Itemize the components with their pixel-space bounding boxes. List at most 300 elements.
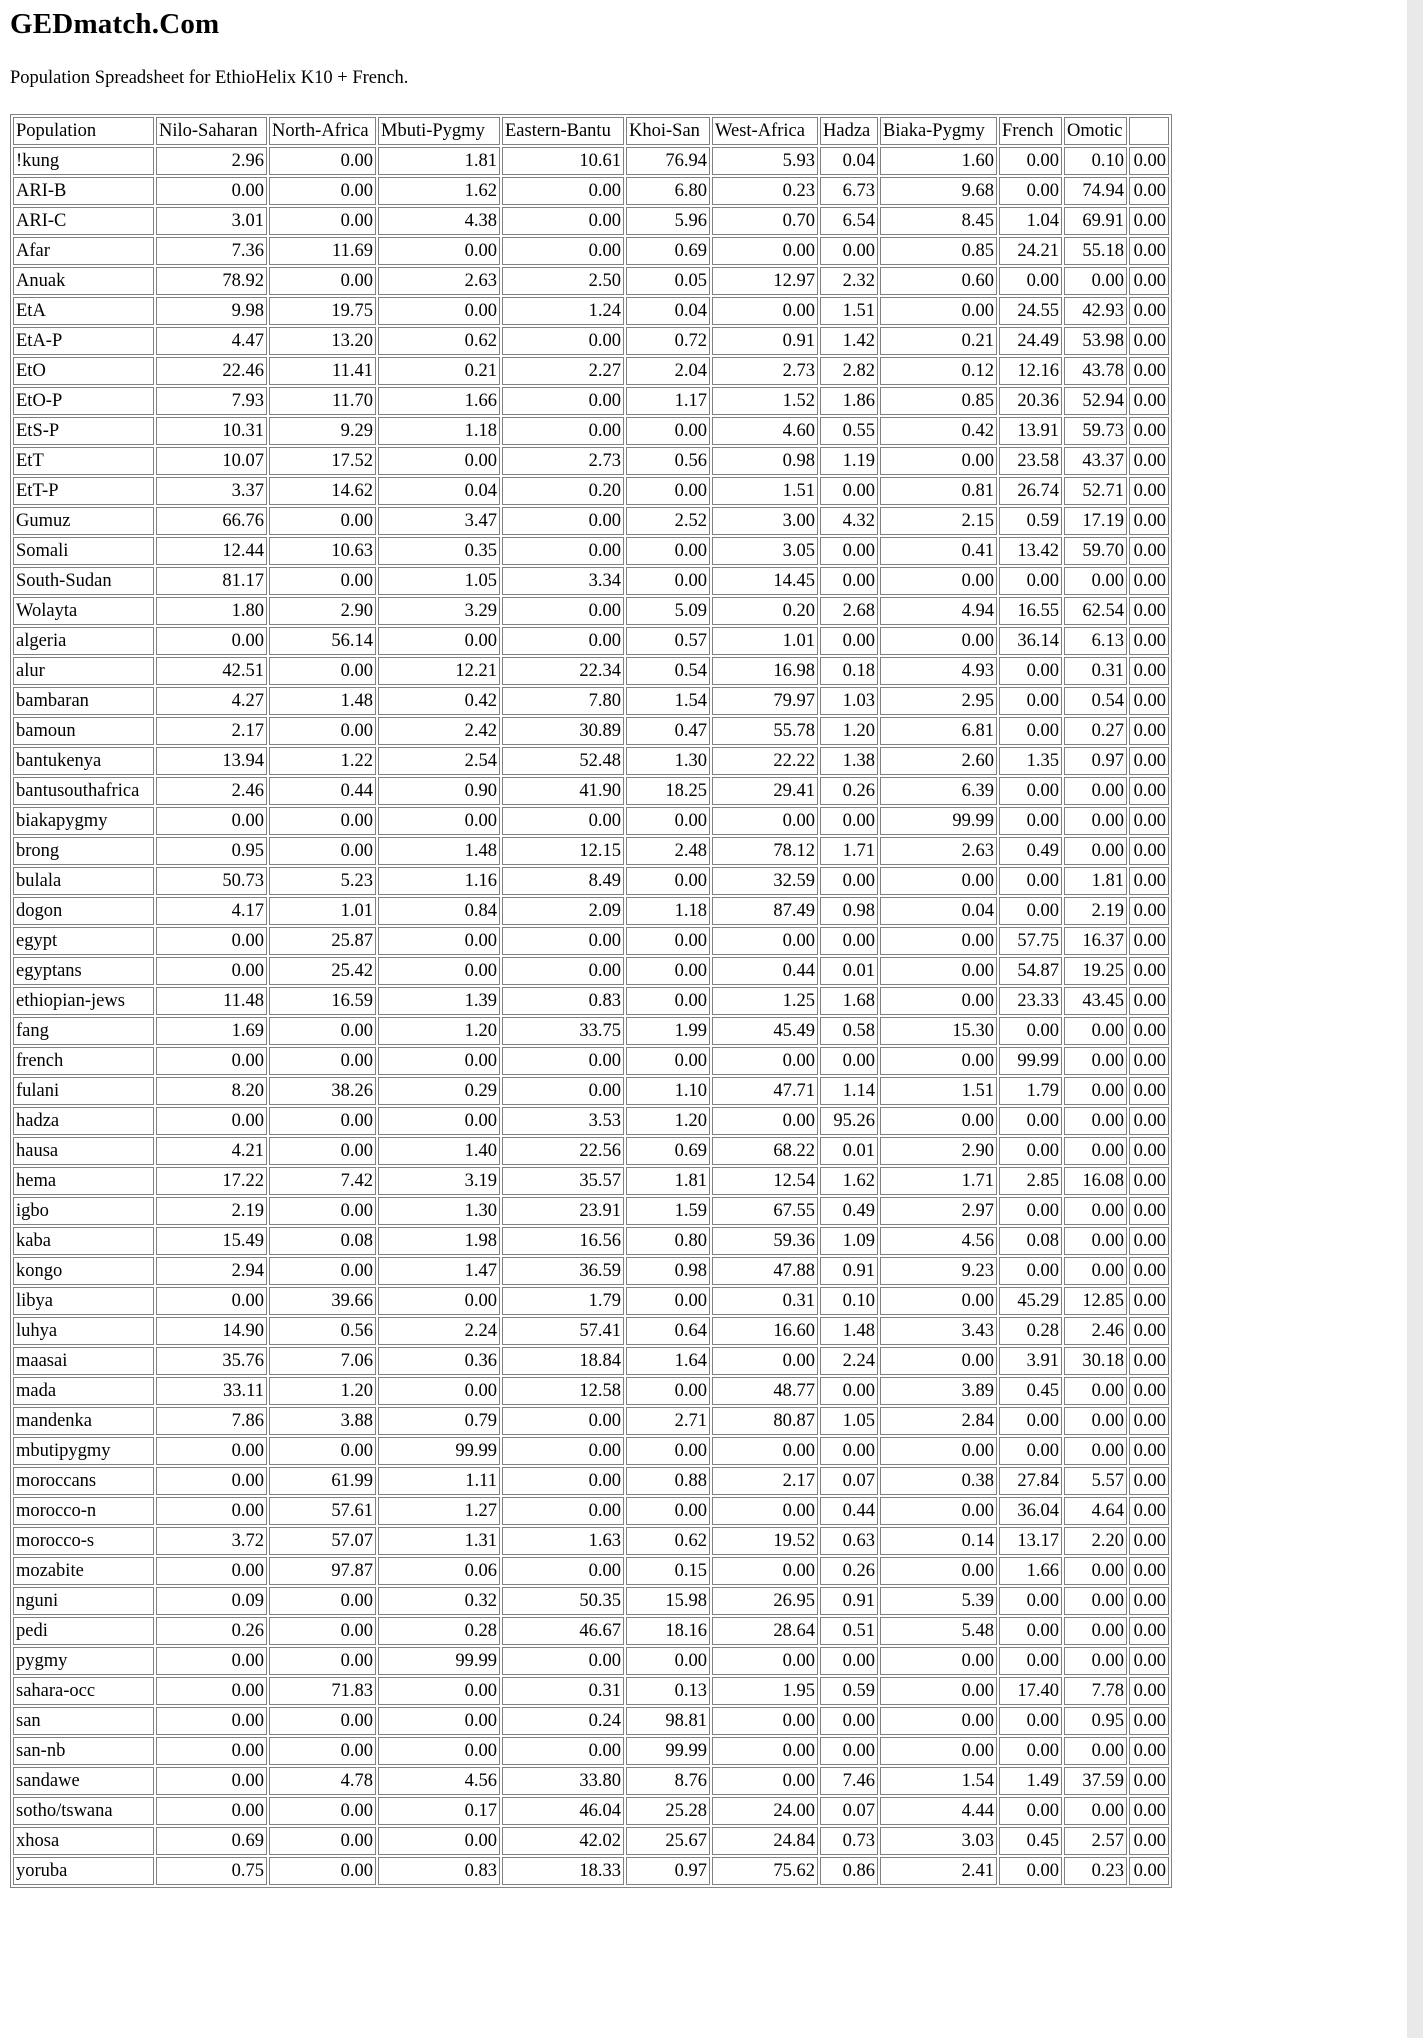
value-cell: 2.19: [156, 1197, 267, 1225]
value-cell: 0.00: [1129, 1587, 1169, 1615]
table-row: [13, 357, 1169, 385]
value-cell: 0.00: [626, 537, 710, 565]
value-cell: 12.54: [712, 1167, 818, 1195]
value-cell: 17.19: [1064, 507, 1127, 535]
value-cell: 24.84: [712, 1827, 818, 1855]
value-cell: 61.99: [269, 1467, 376, 1495]
table-row: [13, 837, 1169, 865]
value-cell: 33.11: [156, 1377, 267, 1405]
value-cell: 7.36: [156, 237, 267, 265]
population-name-cell: mandenka: [13, 1407, 154, 1435]
value-cell: 22.56: [502, 1137, 624, 1165]
value-cell: 6.73: [820, 177, 878, 205]
value-cell: 12.21: [378, 657, 500, 685]
value-cell: 0.95: [156, 837, 267, 865]
value-cell: 3.19: [378, 1167, 500, 1195]
value-cell: 0.00: [820, 1047, 878, 1075]
value-cell: 12.16: [999, 357, 1062, 385]
value-cell: 0.00: [269, 807, 376, 835]
value-cell: 4.38: [378, 207, 500, 235]
value-cell: 0.00: [712, 1497, 818, 1525]
value-cell: 33.80: [502, 1767, 624, 1795]
value-cell: 0.00: [502, 537, 624, 565]
value-cell: 0.14: [880, 1527, 997, 1555]
value-cell: 0.00: [1129, 237, 1169, 265]
value-cell: 0.59: [999, 507, 1062, 535]
table-row: [13, 627, 1169, 655]
page-subtitle: Population Spreadsheet for EthioHelix K10 + French.: [10, 68, 409, 88]
table-row: [13, 207, 1169, 235]
value-cell: 0.00: [502, 1737, 624, 1765]
value-cell: 0.00: [626, 417, 710, 445]
value-cell: 1.51: [712, 477, 818, 505]
value-cell: 2.73: [712, 357, 818, 385]
value-cell: 0.56: [269, 1317, 376, 1345]
value-cell: 35.57: [502, 1167, 624, 1195]
value-cell: 24.55: [999, 297, 1062, 325]
value-cell: 15.98: [626, 1587, 710, 1615]
value-cell: 2.27: [502, 357, 624, 385]
value-cell: 1.51: [820, 297, 878, 325]
value-cell: 0.98: [626, 1257, 710, 1285]
value-cell: 0.00: [1129, 657, 1169, 685]
value-cell: 0.00: [1064, 1377, 1127, 1405]
value-cell: 1.16: [378, 867, 500, 895]
value-cell: 0.86: [820, 1857, 878, 1885]
value-cell: 0.00: [999, 657, 1062, 685]
value-cell: 0.84: [378, 897, 500, 925]
value-cell: 6.54: [820, 207, 878, 235]
column-header: French: [999, 117, 1062, 145]
value-cell: 0.00: [712, 297, 818, 325]
value-cell: 0.00: [880, 867, 997, 895]
table-row: [13, 1707, 1169, 1735]
value-cell: 50.35: [502, 1587, 624, 1615]
value-cell: 0.56: [626, 447, 710, 475]
value-cell: 0.00: [1129, 867, 1169, 895]
value-cell: 1.22: [269, 747, 376, 775]
population-table: [10, 114, 1172, 1888]
population-name-cell: xhosa: [13, 1827, 154, 1855]
value-cell: 6.39: [880, 777, 997, 805]
value-cell: 0.26: [820, 1557, 878, 1585]
value-cell: 0.00: [1129, 567, 1169, 595]
population-name-cell: bantusouthafrica: [13, 777, 154, 805]
value-cell: 11.70: [269, 387, 376, 415]
value-cell: 2.94: [156, 1257, 267, 1285]
value-cell: 3.00: [712, 507, 818, 535]
population-name-cell: fulani: [13, 1077, 154, 1105]
value-cell: 0.85: [880, 237, 997, 265]
value-cell: 0.00: [712, 1047, 818, 1075]
value-cell: 0.44: [820, 1497, 878, 1525]
value-cell: 4.17: [156, 897, 267, 925]
value-cell: 23.91: [502, 1197, 624, 1225]
value-cell: 1.14: [820, 1077, 878, 1105]
value-cell: 0.00: [1064, 1647, 1127, 1675]
value-cell: 0.60: [880, 267, 997, 295]
population-name-cell: egyptans: [13, 957, 154, 985]
value-cell: 1.03: [820, 687, 878, 715]
value-cell: 0.07: [820, 1467, 878, 1495]
value-cell: 1.30: [378, 1197, 500, 1225]
table-row: [13, 1287, 1169, 1315]
value-cell: 3.01: [156, 207, 267, 235]
population-name-cell: hausa: [13, 1137, 154, 1165]
population-name-cell: dogon: [13, 897, 154, 925]
value-cell: 56.14: [269, 627, 376, 655]
value-cell: 22.22: [712, 747, 818, 775]
value-cell: 0.00: [1129, 1197, 1169, 1225]
value-cell: 0.83: [378, 1857, 500, 1885]
value-cell: 1.81: [1064, 867, 1127, 895]
value-cell: 2.04: [626, 357, 710, 385]
value-cell: 0.20: [712, 597, 818, 625]
value-cell: 25.42: [269, 957, 376, 985]
value-cell: 0.24: [502, 1707, 624, 1735]
population-name-cell: !kung: [13, 147, 154, 175]
value-cell: 2.48: [626, 837, 710, 865]
value-cell: 5.09: [626, 597, 710, 625]
value-cell: 0.00: [626, 807, 710, 835]
value-cell: 0.00: [269, 717, 376, 745]
value-cell: 0.00: [1064, 1737, 1127, 1765]
value-cell: 0.00: [1064, 1437, 1127, 1465]
table-row: [13, 387, 1169, 415]
table-row: [13, 297, 1169, 325]
value-cell: 0.00: [269, 1737, 376, 1765]
value-cell: 0.00: [626, 867, 710, 895]
value-cell: 0.42: [378, 687, 500, 715]
value-cell: 0.00: [269, 1647, 376, 1675]
table-row: [13, 807, 1169, 835]
value-cell: 25.67: [626, 1827, 710, 1855]
table-row: [13, 867, 1169, 895]
value-cell: 95.26: [820, 1107, 878, 1135]
value-cell: 99.99: [626, 1737, 710, 1765]
value-cell: 7.42: [269, 1167, 376, 1195]
population-name-cell: nguni: [13, 1587, 154, 1615]
value-cell: 1.09: [820, 1227, 878, 1255]
value-cell: 0.31: [712, 1287, 818, 1315]
value-cell: 99.99: [999, 1047, 1062, 1075]
value-cell: 5.23: [269, 867, 376, 895]
population-name-cell: EtA: [13, 297, 154, 325]
value-cell: 76.94: [626, 147, 710, 175]
value-cell: 0.00: [880, 987, 997, 1015]
value-cell: 2.15: [880, 507, 997, 535]
value-cell: 1.20: [820, 717, 878, 745]
value-cell: 0.00: [820, 627, 878, 655]
value-cell: 0.00: [1064, 777, 1127, 805]
population-name-cell: morocco-n: [13, 1497, 154, 1525]
value-cell: 0.00: [999, 1197, 1062, 1225]
value-cell: 0.00: [1129, 537, 1169, 565]
value-cell: 0.00: [502, 507, 624, 535]
value-cell: 28.64: [712, 1617, 818, 1645]
table-row: [13, 1407, 1169, 1435]
value-cell: 2.90: [880, 1137, 997, 1165]
value-cell: 39.66: [269, 1287, 376, 1315]
value-cell: 16.60: [712, 1317, 818, 1345]
value-cell: 1.27: [378, 1497, 500, 1525]
value-cell: 0.00: [156, 1437, 267, 1465]
value-cell: 3.91: [999, 1347, 1062, 1375]
value-cell: 0.00: [712, 1707, 818, 1735]
value-cell: 2.41: [880, 1857, 997, 1885]
table-row: [13, 177, 1169, 205]
value-cell: 0.54: [626, 657, 710, 685]
value-cell: 0.45: [999, 1827, 1062, 1855]
value-cell: 0.00: [502, 237, 624, 265]
value-cell: 0.00: [999, 1437, 1062, 1465]
table-row: [13, 447, 1169, 475]
value-cell: 8.76: [626, 1767, 710, 1795]
value-cell: 36.59: [502, 1257, 624, 1285]
value-cell: 78.12: [712, 837, 818, 865]
value-cell: 16.37: [1064, 927, 1127, 955]
value-cell: 1.79: [502, 1287, 624, 1315]
value-cell: 0.00: [999, 897, 1062, 925]
table-row: [13, 1347, 1169, 1375]
value-cell: 0.00: [1129, 1617, 1169, 1645]
table-row: [13, 537, 1169, 565]
population-name-cell: mada: [13, 1377, 154, 1405]
value-cell: 0.00: [269, 1137, 376, 1165]
value-cell: 0.35: [378, 537, 500, 565]
value-cell: 19.75: [269, 297, 376, 325]
value-cell: 2.96: [156, 147, 267, 175]
value-cell: 0.36: [378, 1347, 500, 1375]
value-cell: 0.00: [820, 927, 878, 955]
value-cell: 16.56: [502, 1227, 624, 1255]
value-cell: 0.00: [156, 1707, 267, 1735]
value-cell: 0.00: [502, 627, 624, 655]
value-cell: 1.66: [378, 387, 500, 415]
value-cell: 0.00: [1129, 1257, 1169, 1285]
population-name-cell: yoruba: [13, 1857, 154, 1885]
value-cell: 4.56: [378, 1767, 500, 1795]
value-cell: 0.00: [1129, 1527, 1169, 1555]
value-cell: 8.20: [156, 1077, 267, 1105]
population-name-cell: maasai: [13, 1347, 154, 1375]
value-cell: 27.84: [999, 1467, 1062, 1495]
value-cell: 0.72: [626, 327, 710, 355]
value-cell: 0.00: [1129, 1347, 1169, 1375]
value-cell: 24.00: [712, 1797, 818, 1825]
value-cell: 68.22: [712, 1137, 818, 1165]
value-cell: 0.00: [1064, 1017, 1127, 1045]
value-cell: 0.00: [1129, 1017, 1169, 1045]
value-cell: 0.00: [1129, 177, 1169, 205]
population-name-cell: EtO: [13, 357, 154, 385]
value-cell: 2.68: [820, 597, 878, 625]
population-name-cell: EtO-P: [13, 387, 154, 415]
value-cell: 0.00: [999, 1107, 1062, 1135]
value-cell: 0.00: [626, 987, 710, 1015]
value-cell: 0.04: [626, 297, 710, 325]
value-cell: 0.00: [1129, 987, 1169, 1015]
value-cell: 0.00: [1129, 777, 1169, 805]
population-name-cell: EtT: [13, 447, 154, 475]
population-name-cell: luhya: [13, 1317, 154, 1345]
value-cell: 0.55: [820, 417, 878, 445]
value-cell: 0.00: [880, 1707, 997, 1735]
value-cell: 1.71: [880, 1167, 997, 1195]
value-cell: 0.00: [1064, 1257, 1127, 1285]
value-cell: 0.00: [269, 1107, 376, 1135]
value-cell: 1.86: [820, 387, 878, 415]
value-cell: 0.00: [820, 537, 878, 565]
value-cell: 1.48: [269, 687, 376, 715]
table-row: [13, 1677, 1169, 1705]
value-cell: 1.59: [626, 1197, 710, 1225]
value-cell: 0.00: [999, 1617, 1062, 1645]
value-cell: 0.10: [820, 1287, 878, 1315]
value-cell: 0.27: [1064, 717, 1127, 745]
column-header-population: Population: [13, 117, 154, 145]
value-cell: 3.29: [378, 597, 500, 625]
value-cell: 10.07: [156, 447, 267, 475]
table-row: [13, 1197, 1169, 1225]
value-cell: 0.00: [880, 1647, 997, 1675]
value-cell: 0.00: [999, 567, 1062, 595]
value-cell: 0.00: [1129, 747, 1169, 775]
value-cell: 0.06: [378, 1557, 500, 1585]
column-header: West-Africa: [712, 117, 818, 145]
value-cell: 38.26: [269, 1077, 376, 1105]
value-cell: 0.81: [880, 477, 997, 505]
value-cell: 0.00: [1064, 1197, 1127, 1225]
table-row: [13, 1557, 1169, 1585]
value-cell: 0.00: [502, 177, 624, 205]
value-cell: 23.33: [999, 987, 1062, 1015]
value-cell: 1.64: [626, 1347, 710, 1375]
value-cell: 1.20: [626, 1107, 710, 1135]
table-row: [13, 1617, 1169, 1645]
value-cell: 3.05: [712, 537, 818, 565]
value-cell: 0.51: [820, 1617, 878, 1645]
value-cell: 42.02: [502, 1827, 624, 1855]
value-cell: 0.00: [156, 177, 267, 205]
value-cell: 0.00: [626, 1497, 710, 1525]
value-cell: 1.01: [712, 627, 818, 655]
value-cell: 35.76: [156, 1347, 267, 1375]
value-cell: 0.00: [820, 567, 878, 595]
column-header: Biaka-Pygmy: [880, 117, 997, 145]
value-cell: 0.00: [1129, 1047, 1169, 1075]
value-cell: 0.00: [502, 1437, 624, 1465]
value-cell: 0.00: [820, 1377, 878, 1405]
value-cell: 1.62: [378, 177, 500, 205]
scrollbar-track[interactable]: [1407, 0, 1423, 2038]
value-cell: 1.80: [156, 597, 267, 625]
value-cell: 0.00: [378, 627, 500, 655]
table-row: [13, 687, 1169, 715]
value-cell: 0.00: [378, 807, 500, 835]
value-cell: 4.27: [156, 687, 267, 715]
value-cell: 33.75: [502, 1017, 624, 1045]
value-cell: 0.00: [712, 1107, 818, 1135]
value-cell: 1.54: [626, 687, 710, 715]
table-row: [13, 1767, 1169, 1795]
value-cell: 1.81: [626, 1167, 710, 1195]
value-cell: 57.61: [269, 1497, 376, 1525]
value-cell: 14.45: [712, 567, 818, 595]
value-cell: 14.62: [269, 477, 376, 505]
value-cell: 0.00: [820, 477, 878, 505]
value-cell: 0.28: [378, 1617, 500, 1645]
value-cell: 0.00: [1129, 1737, 1169, 1765]
value-cell: 23.58: [999, 447, 1062, 475]
value-cell: 0.05: [626, 267, 710, 295]
value-cell: 29.41: [712, 777, 818, 805]
table-row: [13, 1737, 1169, 1765]
value-cell: 62.54: [1064, 597, 1127, 625]
column-header: Mbuti-Pygmy: [378, 117, 500, 145]
column-header: Hadza: [820, 117, 878, 145]
value-cell: 52.48: [502, 747, 624, 775]
column-header: [1129, 117, 1169, 145]
value-cell: 30.89: [502, 717, 624, 745]
value-cell: 2.24: [820, 1347, 878, 1375]
value-cell: 0.00: [269, 177, 376, 205]
population-name-cell: alur: [13, 657, 154, 685]
table-row: [13, 1797, 1169, 1825]
value-cell: 3.47: [378, 507, 500, 535]
table-row: [13, 1827, 1169, 1855]
value-cell: 1.69: [156, 1017, 267, 1045]
population-name-cell: Somali: [13, 537, 154, 565]
value-cell: 0.00: [1129, 1317, 1169, 1345]
value-cell: 0.00: [269, 1857, 376, 1885]
value-cell: 0.00: [1129, 297, 1169, 325]
value-cell: 2.46: [1064, 1317, 1127, 1345]
value-cell: 1.52: [712, 387, 818, 415]
value-cell: 0.00: [1064, 267, 1127, 295]
value-cell: 36.14: [999, 627, 1062, 655]
value-cell: 4.60: [712, 417, 818, 445]
value-cell: 0.00: [880, 1437, 997, 1465]
table-body: [13, 147, 1169, 1885]
value-cell: 0.00: [999, 1707, 1062, 1735]
population-name-cell: san-nb: [13, 1737, 154, 1765]
table-row: [13, 147, 1169, 175]
value-cell: 0.00: [999, 1137, 1062, 1165]
value-cell: 0.00: [156, 1557, 267, 1585]
population-name-cell: kongo: [13, 1257, 154, 1285]
value-cell: 0.00: [1129, 807, 1169, 835]
value-cell: 0.00: [820, 1647, 878, 1675]
column-header: Khoi-San: [626, 117, 710, 145]
value-cell: 47.71: [712, 1077, 818, 1105]
value-cell: 0.00: [820, 1437, 878, 1465]
table-row: [13, 1317, 1169, 1345]
column-header: Nilo-Saharan: [156, 117, 267, 145]
table-row: [13, 1077, 1169, 1105]
table-row: [13, 1587, 1169, 1615]
table-row: [13, 267, 1169, 295]
value-cell: 0.00: [269, 1617, 376, 1645]
value-cell: 59.36: [712, 1227, 818, 1255]
value-cell: 0.00: [1064, 1077, 1127, 1105]
value-cell: 0.00: [880, 297, 997, 325]
value-cell: 0.69: [626, 1137, 710, 1165]
value-cell: 11.69: [269, 237, 376, 265]
value-cell: 0.41: [880, 537, 997, 565]
value-cell: 0.00: [712, 807, 818, 835]
population-name-cell: kaba: [13, 1227, 154, 1255]
